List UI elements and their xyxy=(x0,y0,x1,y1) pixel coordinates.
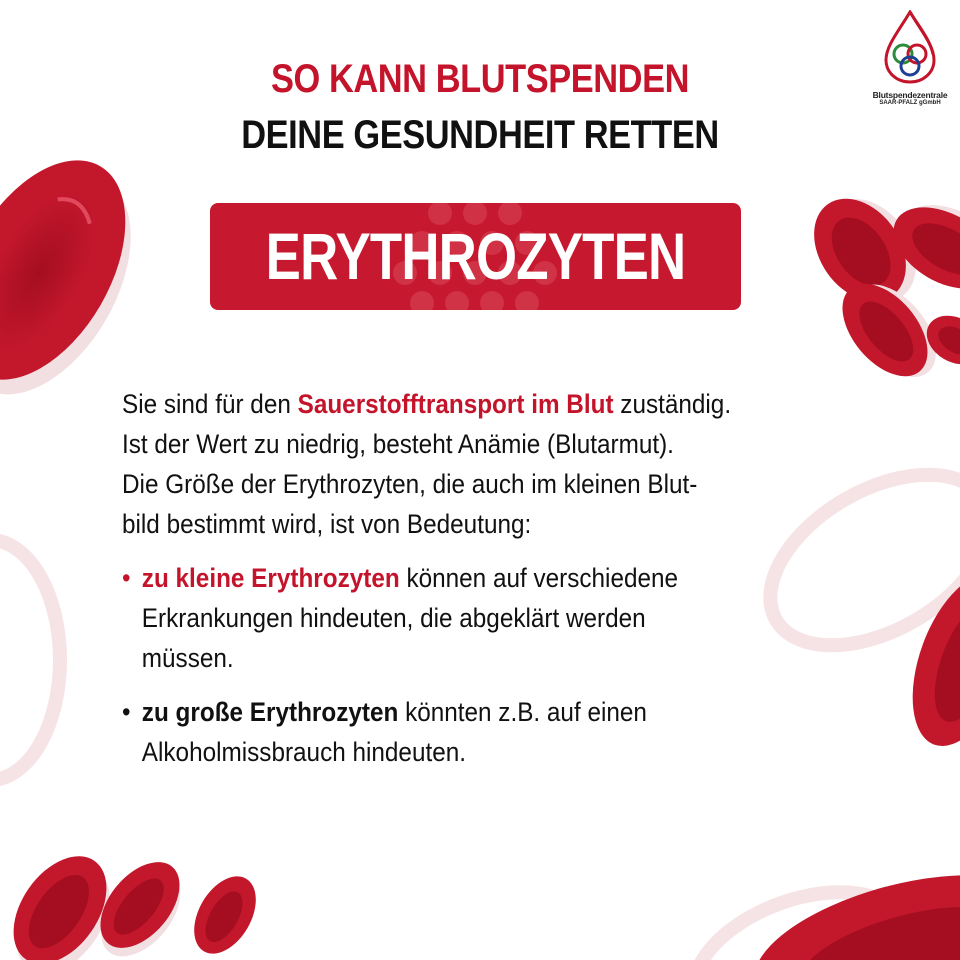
logo-subtitle: SAAR-PFALZ gGmbH xyxy=(879,100,941,106)
intro-text: Sie sind für den xyxy=(122,389,298,419)
bullet-text: könnten z.B. auf einen xyxy=(398,697,647,727)
bullet-line: müssen. xyxy=(141,643,234,673)
bullet-line xyxy=(142,692,806,732)
bullet-item-small xyxy=(122,558,806,678)
bullet-term: zu große Erythrozyten xyxy=(141,697,399,727)
highlight-text: Sauerstofftransport im Blut xyxy=(297,389,614,419)
bullet-item-large xyxy=(122,692,806,772)
bullet-text: können auf verschiedene xyxy=(399,563,679,593)
bullet-line: Alkoholmissbrauch hindeuten. xyxy=(141,737,466,767)
badge-label: ERYTHROZYTEN xyxy=(265,219,686,293)
body-text xyxy=(122,384,806,772)
bullet-line xyxy=(142,558,806,598)
headline-line-1: SO KANN BLUTSPENDEN xyxy=(270,57,690,101)
bullet-line: Erkrankungen hindeuten, die abgeklärt werden xyxy=(141,603,646,633)
headline-line-2: DEINE GESUNDHEIT RETTEN xyxy=(241,113,719,157)
bullet-term: zu kleine Erythrozyten xyxy=(141,563,400,593)
logo-name: Blutspendezentrale xyxy=(872,90,948,100)
intro-line-4: bild bestimmt wird, ist von Bedeutung: xyxy=(122,509,532,539)
intro-line-2: Ist der Wert zu niedrig, besteht Anämie (Blutarmut). xyxy=(122,429,674,459)
bullet-marker: • xyxy=(122,563,131,593)
intro-line-3: Die Größe der Erythrozyten, die auch im kleinen Blut- xyxy=(122,469,698,499)
intro-text: zuständig. xyxy=(613,389,732,419)
bullet-marker: • xyxy=(122,697,131,727)
intro-line-1 xyxy=(122,384,806,424)
cell-bottom-3 xyxy=(181,866,268,960)
topic-badge xyxy=(210,203,741,310)
cell-left-large xyxy=(0,131,171,424)
intro-paragraph xyxy=(122,384,806,544)
